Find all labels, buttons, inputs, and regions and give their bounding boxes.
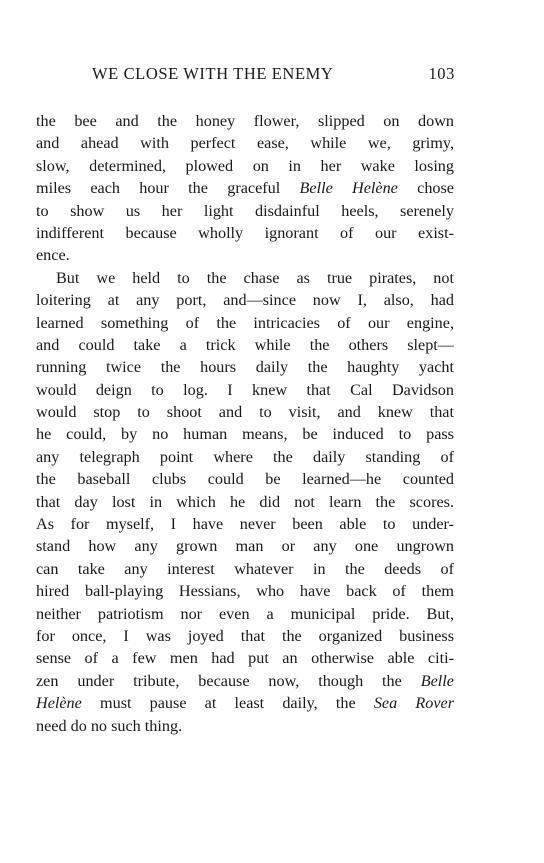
text-run: the bee and the honey flower, slipped on down xyxy=(36,112,454,130)
italic-text: Sea Rover xyxy=(373,694,454,713)
text-line xyxy=(36,334,454,356)
text-line xyxy=(36,535,454,557)
text-line xyxy=(36,110,454,132)
text-line xyxy=(36,244,454,266)
text-run: sense of a few men had put an otherwise able citi- xyxy=(36,649,454,668)
text-run: slow, determined, plowed on in her wake losing xyxy=(36,156,454,175)
text-line xyxy=(36,423,454,445)
text-run: chose xyxy=(397,179,454,198)
page-number: 103 xyxy=(428,64,455,83)
italic-text: Belle xyxy=(420,671,454,690)
text-line xyxy=(36,401,454,423)
text-line xyxy=(36,491,454,513)
text-line xyxy=(36,222,454,244)
italic-text: Belle Helène xyxy=(299,179,398,198)
italic-text: Helène xyxy=(36,694,82,713)
text-run: zen under tribute, because now, though the xyxy=(36,671,421,690)
text-run: learned something of the intricacies of our engine, xyxy=(36,313,454,332)
text-run: stand how any grown man or any one ungrown xyxy=(36,537,454,556)
text-run: and ahead with perfect ease, while we, grimy, xyxy=(36,134,454,153)
text-run: miles each hour the graceful xyxy=(36,179,300,198)
text-line xyxy=(36,289,454,311)
text-run: can take any interest whatever in the deeds of xyxy=(36,559,454,578)
text-line xyxy=(36,177,454,199)
text-run: the baseball clubs could be learned—he counted xyxy=(36,470,454,489)
running-head xyxy=(92,64,455,86)
text-run: But we held to the chase as true pirates, not xyxy=(56,268,454,287)
text-line xyxy=(36,446,454,468)
text-line xyxy=(36,132,454,154)
text-run: for once, I was joyed that the organized business xyxy=(36,626,454,645)
text-run: that day lost in which he did not learn the scores. xyxy=(36,492,454,511)
text-line xyxy=(36,468,454,490)
text-line xyxy=(36,513,454,535)
text-run: running twice the hours daily the haughty yacht xyxy=(36,358,454,377)
text-run: neither patriotism nor even a municipal pride. But, xyxy=(36,604,454,623)
paragraph xyxy=(36,110,454,267)
text-line xyxy=(36,312,454,334)
text-run: hired ball-playing Hessians, who have back of them xyxy=(36,582,454,601)
paragraph xyxy=(36,267,454,737)
text-run: must pause at least daily, the xyxy=(81,694,374,713)
text-run: to show us her light disdainful heels, serenely xyxy=(36,201,454,220)
text-line xyxy=(36,200,454,222)
text-line xyxy=(36,603,454,625)
body-text xyxy=(36,110,454,737)
text-run: and could take a trick while the others slept— xyxy=(36,335,454,354)
text-run: he could, by no human means, be induced to pass xyxy=(36,425,454,444)
text-run: would deign to log. I knew that Cal Davidson xyxy=(36,380,454,399)
text-line xyxy=(36,625,454,647)
text-line xyxy=(36,379,454,401)
text-line xyxy=(36,356,454,378)
text-line xyxy=(36,715,454,737)
text-line xyxy=(36,670,454,692)
text-line xyxy=(36,647,454,669)
text-run: As for myself, I have never been able to under- xyxy=(36,515,454,534)
text-line xyxy=(36,558,454,580)
text-line xyxy=(36,267,454,289)
text-run: indifferent because wholly ignorant of our exist- xyxy=(36,223,454,242)
text-line xyxy=(36,155,454,177)
text-run: any telegraph point where the daily standing of xyxy=(36,447,454,466)
text-line xyxy=(36,580,454,602)
chapter-title: WE CLOSE WITH THE ENEMY xyxy=(92,64,334,83)
text-run: loitering at any port, and—since now I, also, had xyxy=(36,291,454,310)
text-run: would stop to shoot and to visit, and knew that xyxy=(36,403,454,422)
text-run: ence. xyxy=(36,246,70,265)
text-run: need do no such thing. xyxy=(36,716,183,735)
text-line xyxy=(36,692,454,714)
